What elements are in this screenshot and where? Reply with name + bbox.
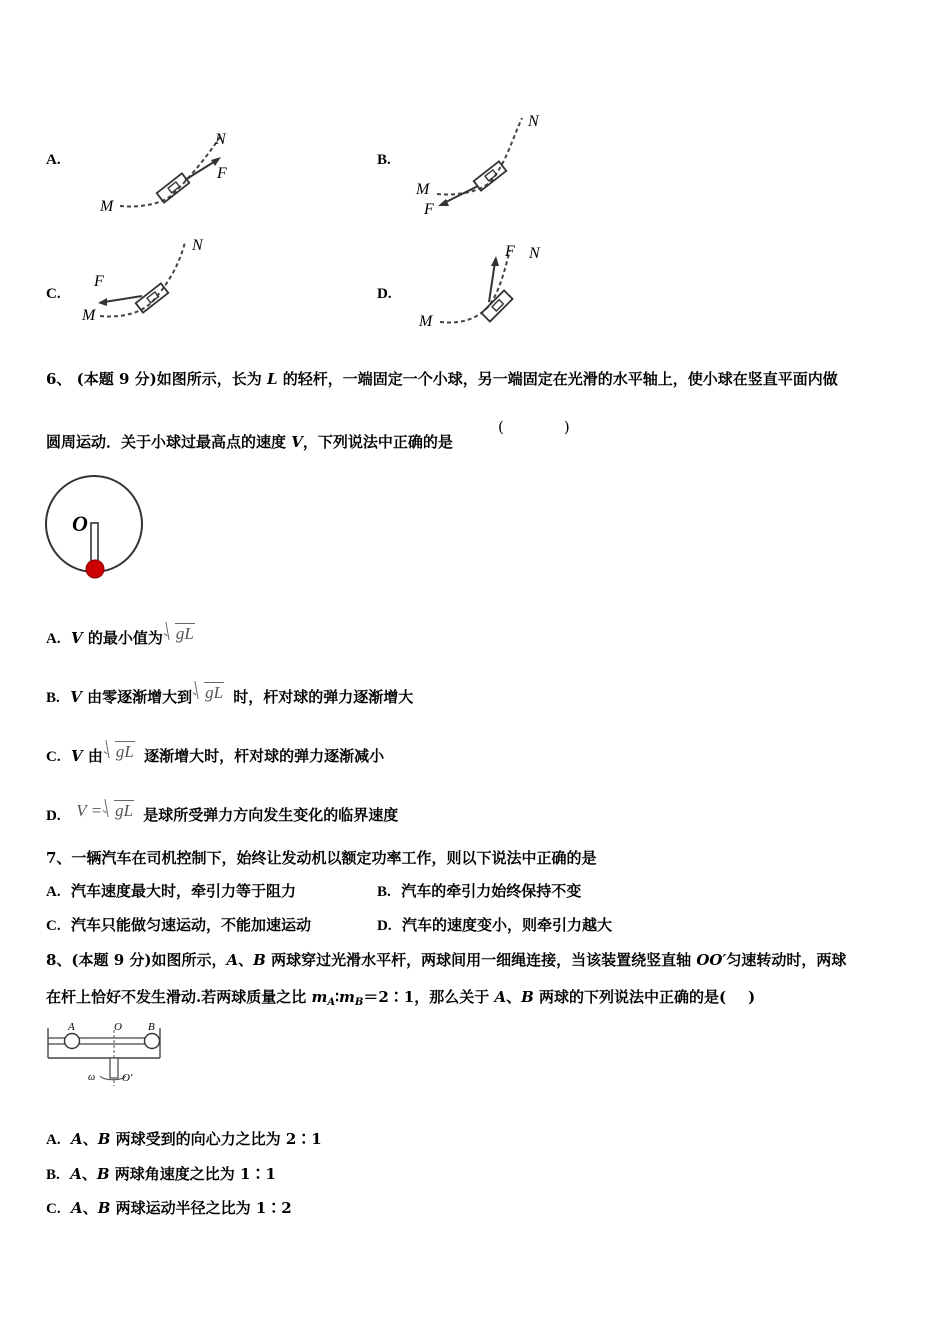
q5-option-a-figure — [95, 122, 245, 217]
q5-option-a-letter[interactable]: A. — [46, 152, 61, 168]
q8-option-b[interactable]: B. A、B 两球角速度之比为 1∶1 — [46, 1165, 276, 1183]
svg-text:N: N — [528, 113, 539, 130]
q6-stem-line1: 6、 (本题 9 分)如图所示，长为 L 的轻杆，一端固定一个小球，另一端固定在光滑的水平轴上，使小球在竖直平面内做 — [46, 370, 838, 388]
svg-text:F: F — [424, 201, 434, 216]
svg-text:N: N — [192, 237, 203, 254]
q5-option-d-figure — [415, 238, 565, 333]
q5-option-c-letter[interactable]: C. — [46, 286, 61, 302]
q7-stem: 7、一辆汽车在司机控制下，始终让发动机以额定功率工作，则以下说法中正确的是 — [46, 849, 597, 867]
q6-circle-figure — [40, 473, 150, 583]
svg-text:A: A — [68, 1021, 75, 1033]
q8-rod-figure — [44, 1018, 164, 1090]
q7-option-d[interactable]: D. 汽车的速度变小，则牵引力越大 — [377, 916, 613, 934]
svg-text:F: F — [217, 165, 227, 182]
svg-text:M: M — [419, 313, 433, 330]
svg-text:O′: O′ — [122, 1072, 133, 1084]
q6-option-c[interactable]: C. V 由 gL 逐渐增大时，杆对球的弹力逐渐减小 — [46, 742, 385, 765]
svg-text:N: N — [529, 245, 540, 262]
svg-text:N: N — [215, 131, 226, 148]
q8-stem-line2: 在杆上恰好不发生滑动.若两球质量之比 $m_A∶m_B=2∶1$，那么关于 A、B 两球的下列说法中正确的是( ) — [46, 988, 756, 1008]
svg-text:B: B — [148, 1021, 155, 1033]
q6-stem-line2: 圆周运动．关于小球过最高点的速度 V，下列说法中正确的是 — [46, 433, 453, 451]
q7-option-c[interactable]: C. 汽车只能做匀速运动，不能加速运动 — [46, 916, 312, 934]
svg-text:F: F — [505, 243, 515, 260]
q6-option-d[interactable]: D. V = gL 是球所受弹力方向发生变化的临界速度 — [46, 801, 399, 824]
svg-text:F: F — [94, 273, 104, 290]
svg-text:O: O — [114, 1021, 122, 1033]
q7-option-a[interactable]: A. 汽车速度最大时，牵引力等于阻力 — [46, 882, 297, 900]
q5-option-c-figure — [80, 232, 230, 327]
label-m: M — [100, 198, 114, 215]
svg-text:M: M — [416, 181, 430, 198]
svg-text:ω: ω — [88, 1072, 96, 1083]
q5-option-b-letter[interactable]: B. — [377, 152, 391, 168]
q8-stem-line1: 8、(本题 9 分)如图所示，A、B 两球穿过光滑水平杆，两球间用一细绳连接，当该装置绕竖直轴 OO′匀速转动时，两球 — [46, 951, 847, 969]
q8-option-a[interactable]: A. A、B 两球受到的向心力之比为 2∶1 — [46, 1130, 322, 1148]
q7-option-b[interactable]: B. 汽车的牵引力始终保持不变 — [377, 882, 582, 900]
q5-option-b-figure — [412, 110, 562, 216]
q6-option-b[interactable]: B. V 由零逐渐增大到 gL 时，杆对球的弹力逐渐增大 — [46, 683, 414, 706]
q6-option-a[interactable]: A. V 的最小值为 gL — [46, 624, 194, 647]
q5-option-d-letter[interactable]: D. — [377, 286, 392, 302]
svg-text:M: M — [82, 307, 96, 324]
q8-option-c[interactable]: C. A、B 两球运动半径之比为 1∶2 — [46, 1199, 292, 1217]
q6-answer-bracket[interactable]: ( ) — [498, 418, 570, 436]
svg-text:O: O — [72, 511, 88, 536]
